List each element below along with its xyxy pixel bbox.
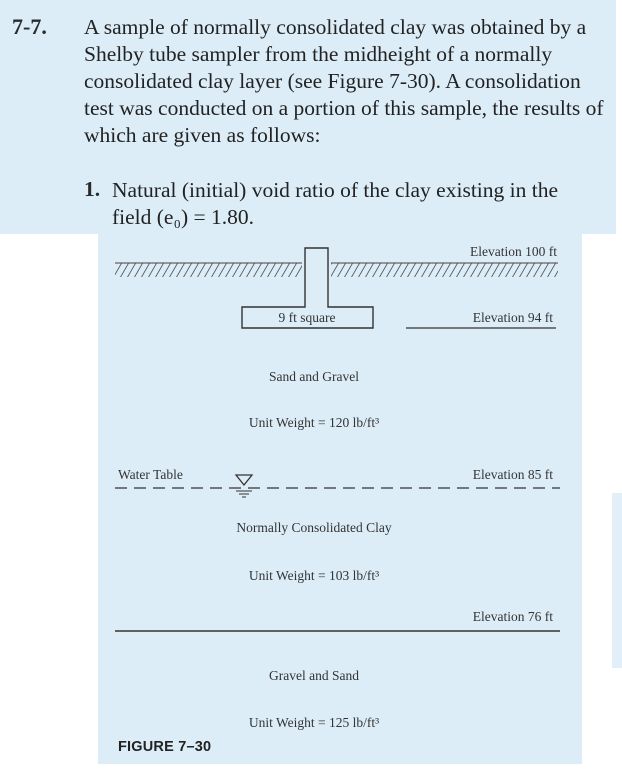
elevation-85-label: Elevation 85 ft: [472, 467, 553, 482]
clay-weight: Unit Weight = 103 lb/ft³: [248, 568, 380, 583]
elevation-100-label: Elevation 100 ft: [470, 244, 557, 259]
gravel-sand-label: Gravel and Sand: [269, 668, 359, 683]
item-number: 1.: [84, 177, 101, 201]
ground-hatch-right: [331, 263, 558, 277]
item-text: Natural (initial) void ratio of the clay existing in the field (e₀) = 1.80.: [112, 178, 558, 229]
footing-label: 9 ft square: [278, 310, 336, 325]
elevation-94-label: Elevation 94 ft: [472, 310, 553, 325]
sand-gravel-label: Sand and Gravel: [269, 369, 359, 384]
elevation-76-label: Elevation 76 ft: [472, 609, 553, 624]
water-table-symbol-icon: [236, 475, 252, 497]
problem-number: 7-7.: [12, 14, 47, 39]
problem-text: A sample of normally consolidated clay was obtained by a Shelby tube sampler from the midheight of a normally consolidated clay layer (see Figure 7-30). A consolidation test was conducted on a portion of this sample, the results of which are given as follows:: [84, 15, 604, 147]
gravel-sand-weight: Unit Weight = 125 lb/ft³: [248, 715, 380, 730]
water-table-label: Water Table: [118, 467, 183, 482]
clay-label: Normally Consolidated Clay: [236, 520, 392, 535]
ground-hatch-left: [115, 263, 302, 277]
figure-caption: FIGURE 7–30: [118, 739, 212, 755]
sand-gravel-weight: Unit Weight = 120 lb/ft³: [248, 415, 380, 430]
